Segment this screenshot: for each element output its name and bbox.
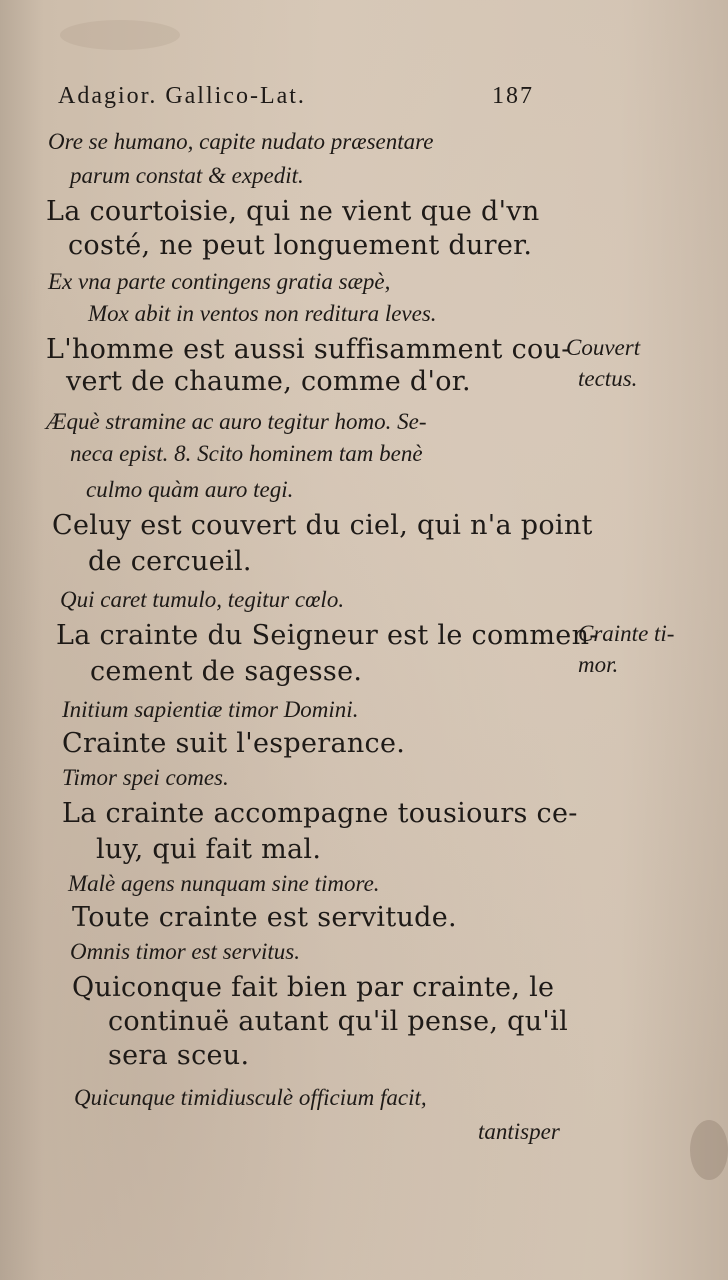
text-line: Mox abit in ventos non reditura leves.: [88, 301, 437, 326]
text-line: Celuy est couvert du ciel, qui n'a point: [52, 510, 593, 541]
margin-note-line: tectus.: [578, 366, 638, 391]
text-line: neca epist. 8. Scito hominem tam benè: [70, 441, 423, 466]
text-line: La crainte du Seigneur est le commen-: [56, 620, 599, 651]
paper-stain: [60, 20, 180, 50]
text-line: de cercueil.: [88, 546, 252, 577]
catchword: tantisper: [478, 1119, 560, 1144]
text-line: Crainte suit l'esperance.: [62, 728, 406, 759]
text-line: Quicunque timidiusculè officium facit,: [74, 1085, 427, 1110]
running-title: Adagior. Gallico-Lat.: [58, 83, 306, 109]
margin-note-line: Couvert: [566, 335, 641, 360]
text-line: continuë autant qu'il pense, qu'il: [108, 1006, 569, 1037]
text-line: Quiconque fait bien par crainte, le: [72, 972, 555, 1003]
text-line: Malè agens nunquam sine timore.: [68, 871, 380, 896]
text-line: luy, qui fait mal.: [96, 834, 322, 865]
margin-note-line: mor.: [578, 652, 619, 677]
text-line: Omnis timor est servitus.: [70, 939, 300, 964]
page-number: 187: [492, 83, 534, 109]
text-line: culmo quàm auro tegi.: [86, 477, 294, 502]
text-line: vert de chaume, comme d'or.: [66, 366, 471, 397]
text-line: Toute crainte est servitude.: [72, 902, 457, 933]
text-line: Æquè stramine ac auro tegitur homo. Se-: [46, 409, 427, 434]
margin-note-crainte: [578, 622, 674, 676]
text-line: parum constat & expedit.: [70, 163, 304, 188]
text-line: Ore se humano, capite nudato præsentare: [48, 129, 434, 154]
text-line: Qui caret tumulo, tegitur cœlo.: [60, 587, 345, 612]
margin-note-couvert: [566, 336, 640, 390]
margin-note-line: Crainte ti-: [578, 621, 675, 646]
text-line: Timor spei comes.: [62, 765, 229, 790]
text-line: La crainte accompagne tousiours ce-: [62, 798, 578, 829]
text-line: Ex vna parte contingens gratia sæpè,: [48, 269, 391, 294]
text-line: La courtoisie, qui ne vient que d'vn: [46, 196, 540, 227]
text-line: Initium sapientiæ timor Domini.: [62, 697, 359, 722]
paper-stain: [690, 1120, 728, 1180]
text-line: L'homme est aussi suffisamment cou-: [46, 334, 571, 365]
text-line: sera sceu.: [108, 1040, 250, 1071]
text-line: costé, ne peut longuement durer.: [68, 230, 533, 261]
text-line: cement de sagesse.: [90, 656, 363, 687]
